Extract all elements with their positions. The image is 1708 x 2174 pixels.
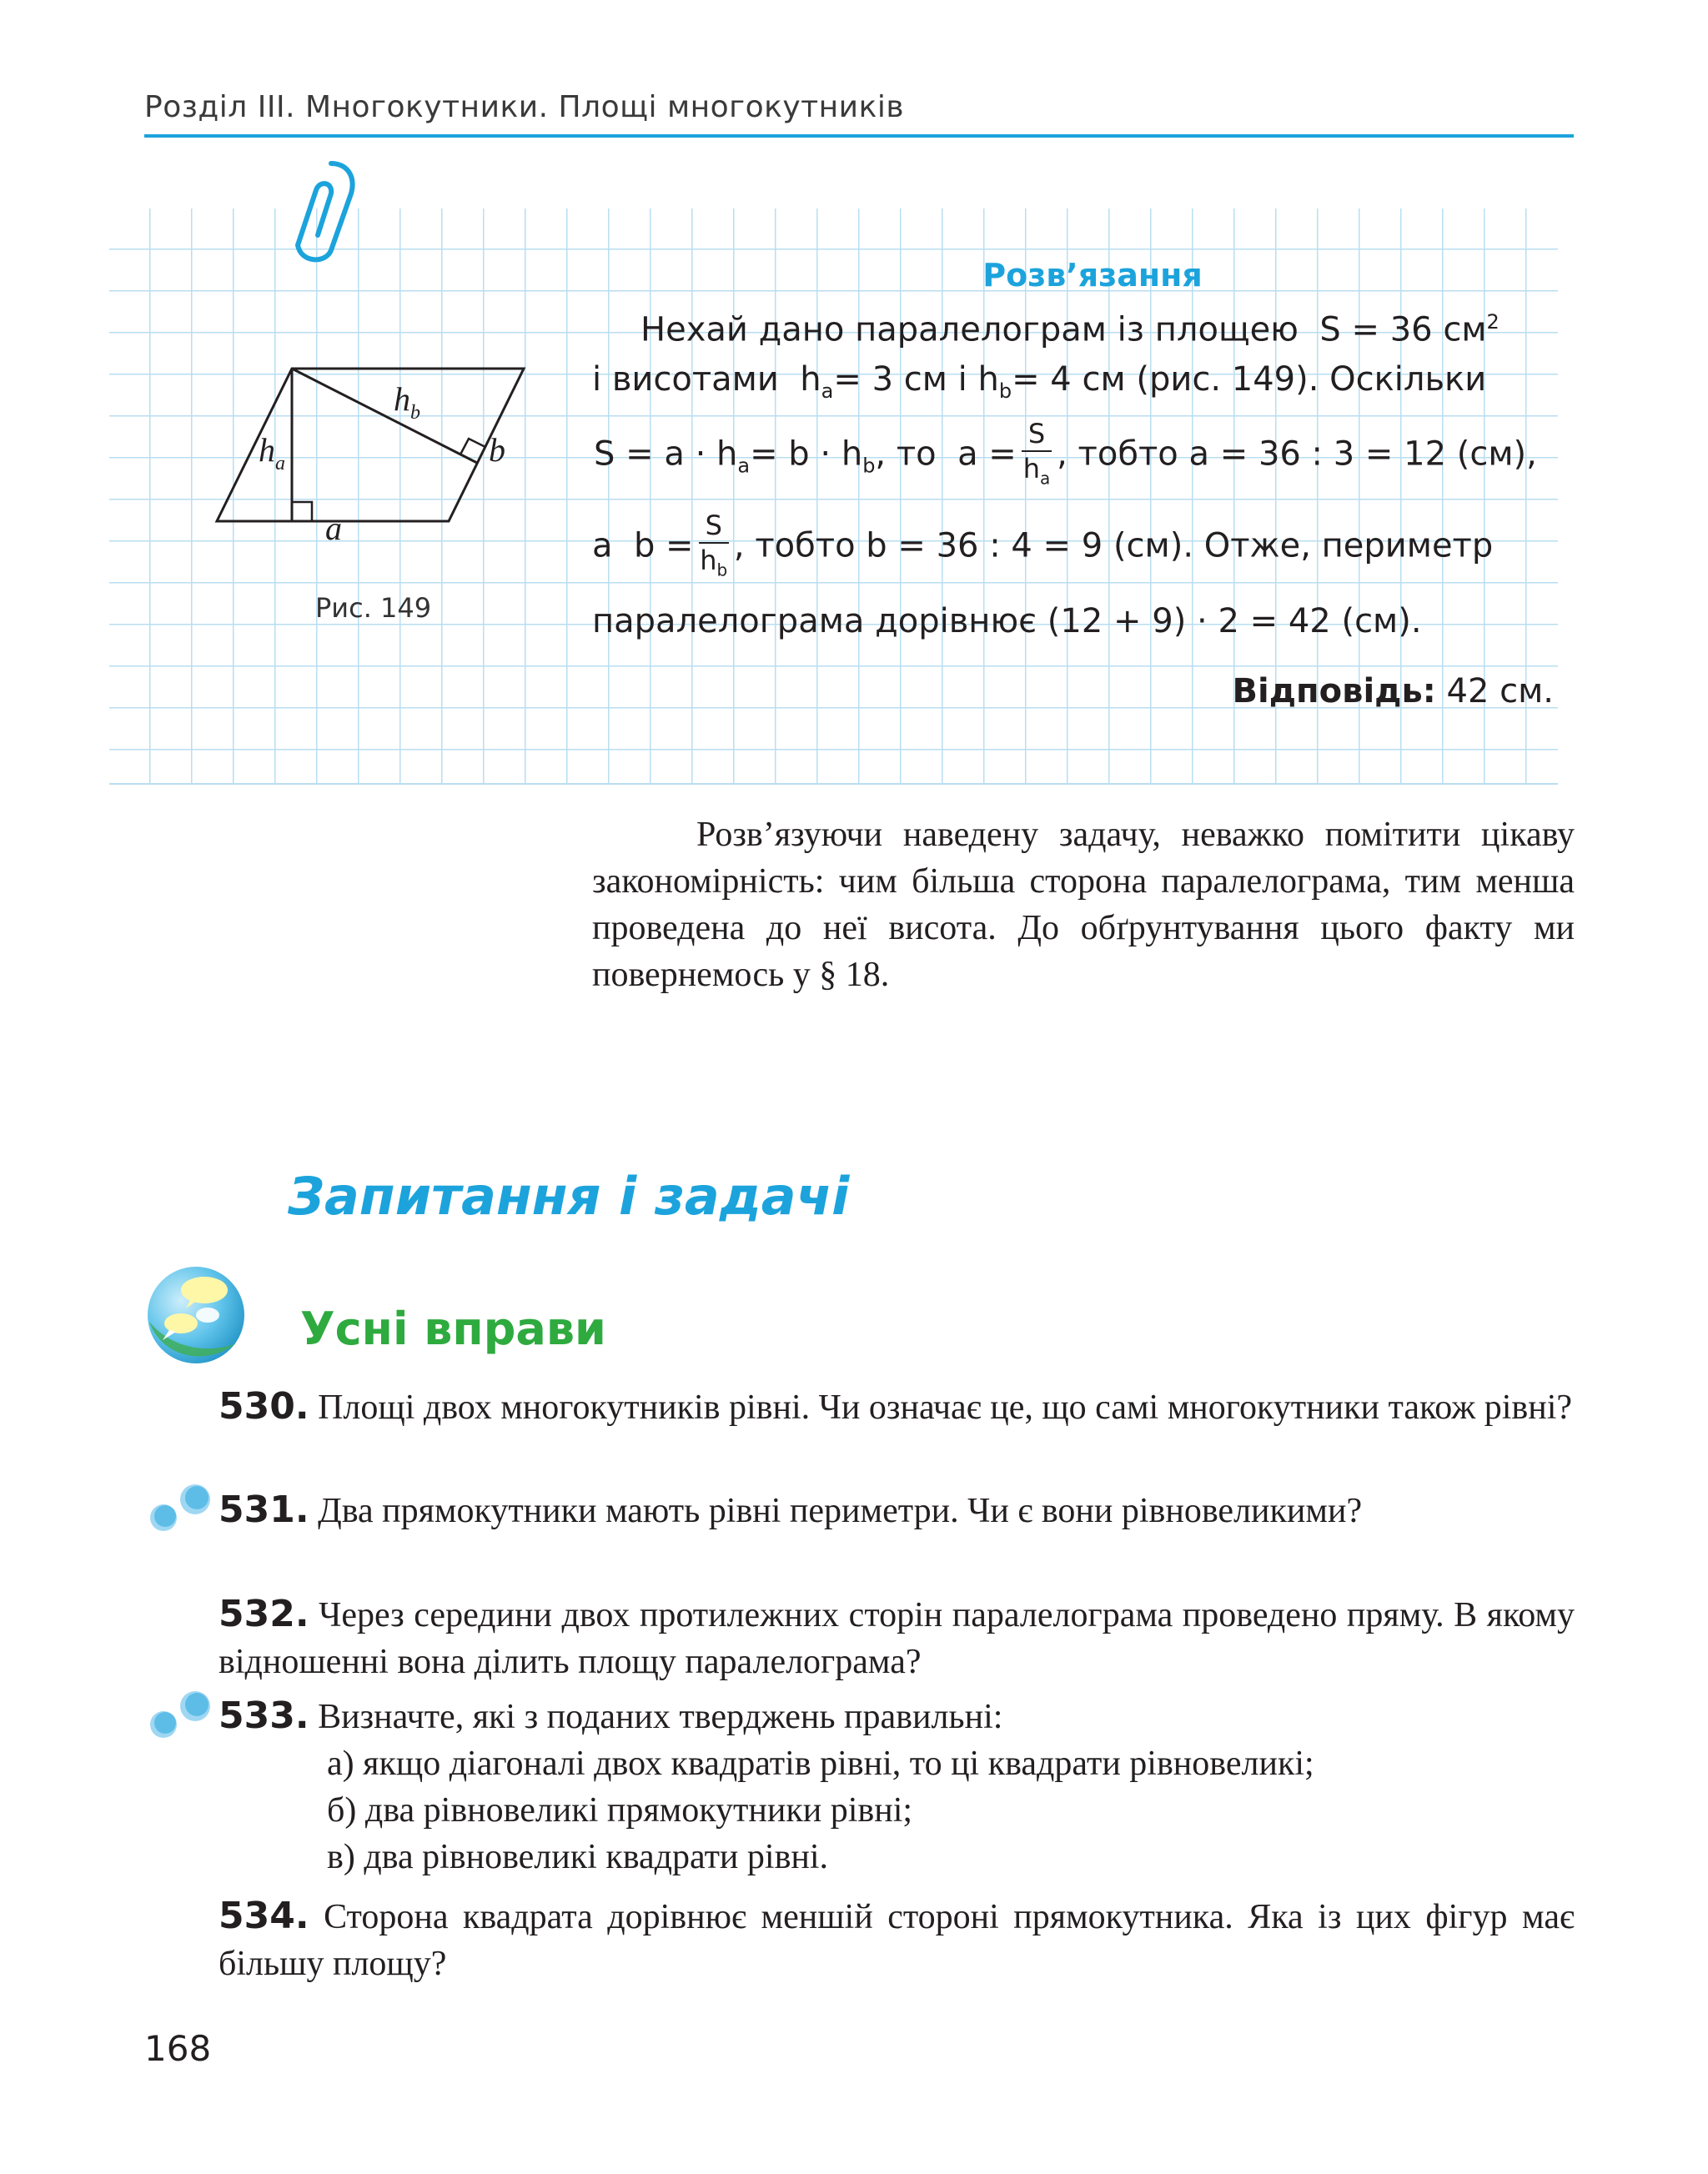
solution-answer: Відповідь: 42 см.	[1232, 672, 1554, 710]
section-title: Запитання і задачі	[288, 1166, 850, 1227]
right-angle-mark-a	[292, 502, 312, 521]
figure-caption: Рис. 149	[315, 592, 432, 624]
label-side-a: a	[325, 510, 342, 547]
oral-exercises-title: Усні вправи	[300, 1303, 606, 1355]
paperclip-icon	[279, 158, 371, 267]
explanation-paragraph: Розв’язуючи наведену задачу, неважко помітити цікаву закономірність: чим більша сторона паралелограма, тим менша проведена до неї висота. До обґрунтування цього факту ми повернемось у § 18.	[592, 816, 1575, 994]
solution-line-2: і висотами $h_a= 3$ см і $h_b= 4$ см (рис. 149). Оскільки	[592, 360, 1487, 403]
solution-line-5: паралелограма дорівнює (12 + 9) · 2 = 42 (см).	[592, 602, 1422, 640]
difficulty-dots-icon	[143, 1688, 220, 1741]
label-side-b: b	[489, 431, 505, 469]
difficulty-dots-icon	[143, 1481, 220, 1534]
problem-533-item-b: б) два рівновеликі прямокутники рівні;	[327, 1791, 913, 1830]
problem-533-item-a: а) якщо діагоналі двох квадратів рівні, то ці квадрати рівновеликі;	[327, 1745, 1314, 1783]
label-h-b: $h_b$	[394, 380, 420, 424]
problem-532: 532. Через середини двох протилежних сторін паралелограма проведено пряму. В якому відношенні вона ділить площу паралелограма?	[219, 1593, 1575, 1681]
solution-line-1: Нехай дано паралелограм із площею S = 36 $см^2$	[640, 310, 1500, 349]
problem-534: 534. Сторона квадрата дорівнює меншій стороні прямокутника. Яка із цих фігур має більшу площу?	[219, 1895, 1575, 1983]
solution-line-3: $S = a \cdot h_a= b \cdot h_b$, то a = $\frac{S}{h_a}$ , тобто a = 36 : 3 = 12 (см),	[594, 417, 1537, 495]
header-rule	[144, 134, 1574, 138]
solution-line-4: а b = $\frac{S}{h_b}$ , тобто b = 36 : 4 = 9 (см). Отже, периметр	[592, 509, 1493, 586]
problem-531: 531. Два прямокутники мають рівні периметри. Чи є вони рівновеликими?	[219, 1489, 1363, 1531]
problem-533: 533. Визначте, які з поданих тверджень правильні: а) якщо діагоналі двох квадратів рівні, то ці квадрати рівновеликі; б) два рівновеликі прямокутники рівні; в) два рівновеликі квадрати рівні.	[219, 1693, 1575, 1880]
page-number: 168	[144, 2028, 212, 2069]
fraction-s-over-ha: $\frac{S}{h_a}$	[1022, 418, 1051, 489]
parallelogram-figure	[208, 359, 542, 559]
label-h-a: $h_a$	[259, 431, 285, 474]
problem-530: 530. Площі двох многокутників рівні. Чи означає це, що самі многокутники також рівні?	[219, 1385, 1573, 1428]
height-hb	[292, 369, 477, 463]
running-header: Розділ ІІІ. Многокутники. Площі многокутників	[144, 90, 905, 124]
problem-533-item-c: в) два рівновеликі квадрати рівні.	[327, 1838, 829, 1876]
speech-bubbles-icon	[144, 1263, 248, 1367]
fraction-s-over-hb: $\frac{S}{h_b}$	[700, 510, 728, 580]
solution-title: Розв’язання	[982, 257, 1203, 294]
